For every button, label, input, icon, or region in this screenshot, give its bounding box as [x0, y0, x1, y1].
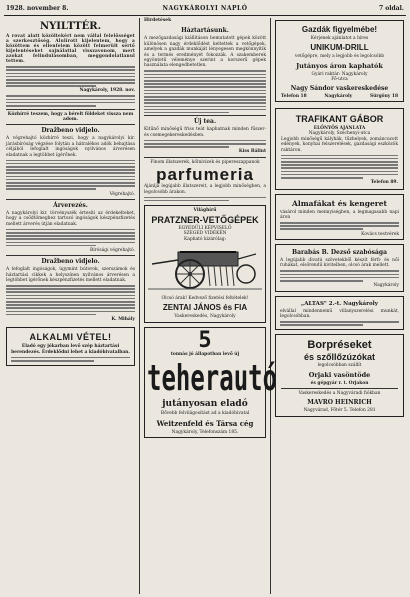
- auction-3-sign: K. Mihály: [111, 316, 135, 322]
- unikum-text: vetőgépre, mely a legjobb és legolcsóbb: [294, 54, 385, 60]
- teherauto-small: Bővebb felvilágosítást ad a kiadóhivatal: [160, 411, 250, 417]
- small-heading: Hirdetések: [144, 18, 172, 23]
- altas-filler: [280, 321, 399, 326]
- altas-title: „ALTAS" 2.-t. Nagykároly: [301, 300, 378, 307]
- borpresek-foot: Vaskereskedés a Nagyváradi fiókban: [298, 391, 381, 397]
- unikum-tel-2: Sürgöny 18: [369, 93, 398, 99]
- auction-2-text: A nagykárolyi kir. törvényszék értesíti az érdekelteket, hogy a csődtömeghez tartozó ingóságok készpénzfizetés mellett árverés útján eladatnak.: [6, 210, 135, 227]
- article-2-title: Új tea.: [193, 118, 217, 126]
- divider: [281, 388, 398, 389]
- auction-2-sign: Bírósági végrehajtó.: [90, 247, 135, 253]
- article-1-title: Háztartásunk.: [181, 27, 229, 35]
- column-rule: [139, 18, 140, 594]
- alkalmi-vetel-ad: [6, 327, 135, 366]
- nyiltter-sign: Nagykároly, 1928. nov.: [79, 88, 135, 94]
- pratzner-line2: SZEGED VIDÉKÉN: [183, 231, 227, 237]
- teherauto-ad: [144, 327, 278, 438]
- pratzner-line3: Kapható kizárólag:: [183, 236, 226, 242]
- trafikant-foot: Telefon 89.: [370, 180, 398, 186]
- masthead-title: NAGYKÁROLYI NAPLÓ: [162, 5, 248, 12]
- auction-2-filler: [6, 229, 135, 247]
- altas-ad: [275, 296, 404, 331]
- teherauto-line: tonnás jó állapotban levő új: [170, 351, 240, 357]
- almafakat-title: Almafákat és kengeret: [292, 198, 387, 208]
- barabas-text: A legújabb divatú szövetekből készít férfi- és női ruhákat, elsőrendű kivitelben, olcsó árak mellett.: [280, 257, 399, 269]
- pratzner-caption: Olcsó árak! Kedvező fizetési feltételek!: [161, 296, 249, 302]
- almafakat-ad: [275, 194, 404, 240]
- borpresek-sub: legolcsóbban szállít: [317, 363, 362, 369]
- teherauto-number: 5: [198, 327, 212, 353]
- unikum-store-2: Fő-utca: [331, 77, 348, 83]
- almafakat-sign: Kovács testvérek: [361, 231, 399, 237]
- borpresek-address: és gépgyár r. t. Orjakon: [310, 380, 369, 386]
- borpresek-ad: [275, 334, 404, 417]
- divider: [6, 199, 135, 200]
- pratzner-brand: PRATZNER-VETŐGÉPEK: [151, 214, 259, 225]
- divider: [144, 157, 266, 158]
- borpresek-title: Borpréseket: [307, 339, 372, 352]
- parfumeria-top: Finom illatszerek, kölnivizek és pipereszappanok: [150, 159, 260, 165]
- article-2-sign: Kiss Bálint: [238, 149, 266, 155]
- auction-3-text: A lefoglalt ingóságok, úgymint bútorok, szerszámok és háztartási cikkek a helyszínen nyilvános árverésen a legtöbbet ígérőnek készpénzfizetés mellett eladatnak.: [6, 267, 135, 284]
- altas-text: elvállal mindennemű villanyszerelési munkát, legolcsóbban.: [280, 308, 399, 319]
- right-column: [273, 18, 406, 594]
- nyiltter-filler-2: [6, 95, 135, 106]
- unikum-dealer: Nagy Sándor vaskereskedése: [290, 84, 389, 92]
- column-rule: [270, 18, 271, 594]
- teherauto-address: Nagykároly, Telefonszám 185.: [171, 429, 239, 435]
- divider: [6, 109, 135, 110]
- article-2-text: Kitűnő minőségű friss teát kaphatnak minden fűszer- és csemegekereskedésben.: [144, 127, 266, 138]
- issue-date: 1928. november 8.: [6, 5, 69, 12]
- borpresek-firm: MAVRO HEINRICH: [307, 398, 372, 406]
- barabas-filler: [280, 270, 399, 281]
- barabas-sign: Nagykároly: [373, 283, 399, 289]
- almafakat-filler: [280, 222, 399, 230]
- borpresek-brand: Orjaki vasöntöde: [308, 370, 371, 379]
- page-header: [4, 3, 406, 16]
- pratzner-address: Vaskereskedés, Nagykároly: [174, 314, 236, 320]
- nyiltter-heading: NYILTTÉR.: [39, 21, 102, 32]
- alkalmi-title: ALKALMI VÉTEL!: [29, 332, 112, 343]
- auction-3-title: Dražbeno vidjelo.: [41, 258, 100, 266]
- auction-2-title: Árverezés.: [53, 201, 88, 209]
- parfumeria-filler: [144, 197, 266, 202]
- alkalmi-filler: [11, 357, 130, 362]
- auction-3-filler: [6, 285, 135, 315]
- page-number: 7 oldal.: [379, 5, 404, 12]
- unikum-city: Nagykároly: [324, 93, 353, 99]
- auction-1-title: Dražbeno vidjelo.: [41, 127, 100, 135]
- pratzner-ad: [144, 205, 266, 322]
- article-1-text: A mezőgazdasági kiállításon bemutatott gépek között különösen nagy érdeklődést keltettek a vetőgépek, amelyek a gazdák munkáját lényegesen megkönnyítik és a termés eredményét fokozzák. A szakemberek egyöntetű véleménye szerint a korszerű gépek használata elengedhetetlen.: [144, 36, 266, 69]
- unikum-top: Gazdák figyelmébe!: [301, 25, 378, 34]
- divider: [144, 115, 266, 116]
- unikum-brand: UNIKUM-DRILL: [310, 43, 369, 53]
- divider: [6, 255, 135, 256]
- nyiltter-filler: [6, 66, 135, 87]
- unikum-ad: [275, 20, 404, 102]
- teherauto-word: teherautó: [147, 357, 278, 400]
- parfumeria-word: parfumeria: [156, 165, 254, 185]
- unikum-tel: Telefon 18: [281, 93, 307, 99]
- trafikant-ad: [275, 108, 404, 190]
- trafikant-sub: ELŐNYÖS AJÁNLATA: [313, 126, 366, 132]
- auction-1-text: A végrehajtó közhírré teszi, hogy a nagykárolyi kir. járásbíróság végzése folytán a hátralékos adók behajtása céljából lefoglalt ingóságok nyilvános árverésen eladatnak a legtöbbet ígérőnek.: [6, 136, 135, 158]
- trafikant-city: Nagykároly, Széchenyi-utca: [308, 131, 371, 137]
- article-2-filler: [144, 140, 266, 148]
- teherauto-firm: Weitzenfeld és Társa cég: [156, 418, 254, 428]
- trafikant-filler: [281, 155, 398, 179]
- article-1-filler: [144, 70, 266, 113]
- pratzner-dealer: ZENTAI JÁNOS és FIA: [162, 303, 248, 313]
- nyiltter-text: A rovat alatt közöltekért nem vállal felelősséget a szerkesztőség. Alulírott kijelentem, hogy a közöttem és ellenfelem között felmerült sértő kijelentéseket sajnálattal visszavonom, mert azokat felindulásomban, meggondolatlanul tettem.: [6, 34, 135, 65]
- unikum-price: Jutányos áron kaphatók: [296, 61, 383, 70]
- divider: [6, 124, 135, 125]
- auction-1-filler: [6, 160, 135, 190]
- unikum-footer: [281, 94, 398, 99]
- pratzner-line1: EGYEDÜLI KÉPVISELŐ: [178, 225, 232, 231]
- teherauto-sub: jutányosan eladó: [162, 399, 248, 410]
- pratzner-top: Világhírű: [193, 208, 217, 214]
- trafikant-name: TRAFIKANT GÁBOR: [295, 114, 384, 125]
- borpresek-title-2: és szőllőzúzókat: [303, 352, 375, 363]
- barabas-title: Barabás B. Dezső szabósága: [292, 248, 387, 256]
- unikum-store-1: Gyári raktár: Nagykároly: [311, 71, 368, 77]
- almafakat-text: vásárol minden mennyiségben, a legmagasabb napi áron: [280, 209, 399, 220]
- borpresek-address-2: Nagyvárad, Főtér 5. Telefon 281: [303, 407, 376, 413]
- parfumeria-text: Ajánlja legújabb illatszereit, a legjobb minőségben, a legolcsóbb árakon.: [144, 184, 266, 195]
- notice-text: Közhírré teszem, hogy a bérelt földeket vissza nem adom.: [7, 111, 134, 123]
- trafikant-text: Legjobb minőségű kályhák, tűzhelyek, zománcozott edények, konyhai felszerelések, gazdasági eszközök raktáron.: [281, 136, 398, 153]
- unikum-sub: Kérjenek ajánlatot a híres: [310, 36, 369, 41]
- seed-drill-illustration: [148, 242, 262, 292]
- middle-column: [142, 18, 278, 594]
- alkalmi-text: Eladó egy jókarban levő szép háztartási berendezés. Érdeklődni lehet a kiadóhivatalban.: [11, 344, 130, 355]
- barabas-ad: [275, 244, 404, 292]
- auction-1-sign: Végrehajtó.: [109, 191, 135, 197]
- left-column: [4, 18, 137, 594]
